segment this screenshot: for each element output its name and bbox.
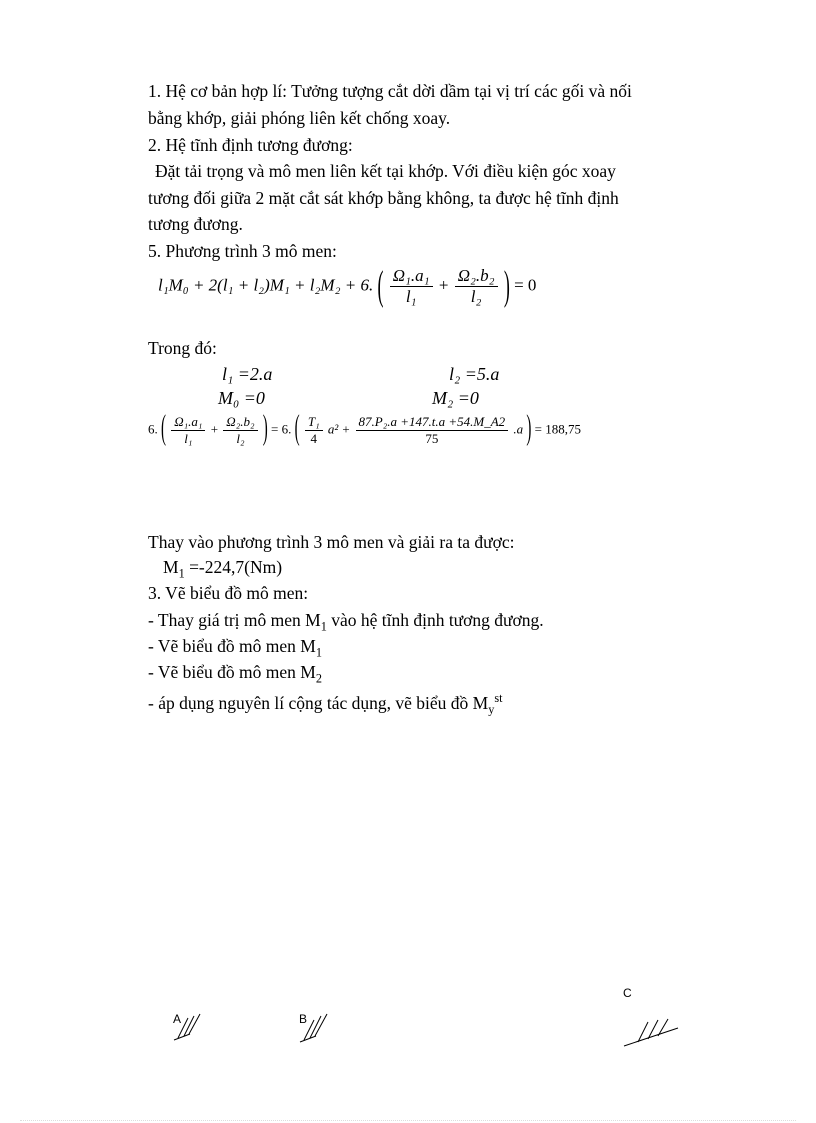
fraction-numerator: Ω₁.a₁ [171, 414, 205, 431]
section-heading: 3. Vẽ biểu đồ mô men: [148, 583, 309, 603]
fraction [171, 414, 205, 447]
paren-close: ) [526, 410, 532, 448]
fraction [305, 414, 323, 447]
fraction-numerator: Ω₂.b₂ [223, 414, 257, 431]
fraction-denominator: l₁ [405, 287, 417, 306]
support-label-c: C [623, 986, 632, 1000]
text-line: Đặt tải trọng và mô men liên kết tại khớp. Với điều kiện góc xoay [155, 161, 616, 181]
fraction-denominator: 4 [310, 431, 317, 446]
paren-open: ( [294, 410, 300, 448]
result-m1: $M_1 =-224,7(Nm)$ [163, 557, 283, 581]
fraction [223, 414, 257, 447]
value-l1: l₁ =2.a [222, 364, 273, 384]
equation-lhs: l₁M₀ + 2(l₁ + l₂)M₁ + l₂M₂ + 6. [158, 275, 374, 295]
support-label-a: A [173, 1012, 182, 1026]
equation-rhs: = 0 [514, 275, 537, 295]
three-moment-equation [158, 262, 537, 309]
equation-prefix: 6. [148, 421, 158, 437]
list-item: - Vẽ biểu đồ mô men $M_1$ [148, 636, 322, 660]
fixed-support-c-icon [620, 1018, 684, 1050]
plus-sign: + [438, 275, 449, 295]
hinge-support-a-icon [168, 1010, 208, 1046]
text-line: 1. Hệ cơ bản hợp lí: Tưởng tượng cắt dời dầm tại vị trí các gối và nối [148, 81, 632, 101]
text-line: tương đương. [148, 214, 243, 234]
paren-close: ) [262, 410, 268, 448]
fraction [356, 414, 509, 447]
fraction [390, 266, 433, 307]
times-a: .a [513, 421, 524, 437]
plus-sign: + [210, 421, 219, 437]
fraction-numerator: T₁ [305, 414, 323, 431]
list-item: - Thay giá trị mô men $M_1$ vào hệ tĩnh định tương đương. [148, 610, 544, 634]
fraction [455, 266, 498, 307]
fraction-denominator: l₂ [236, 431, 245, 446]
fraction-numerator: Ω₁.a₁ [390, 266, 433, 287]
a-squared-term: a² + [327, 421, 351, 437]
paren-open: ( [161, 410, 166, 448]
page-divider [20, 1120, 796, 1121]
fraction-denominator: l₂ [470, 287, 482, 306]
fraction-numerator: 87.P₂.a +147.t.a +54.M_A2 [356, 414, 509, 431]
fraction-numerator: Ω₂.b₂ [455, 266, 498, 287]
fraction-denominator: 75 [425, 431, 439, 446]
section-heading: 5. Phương trình 3 mô men: [148, 241, 337, 261]
substituted-equation [148, 410, 581, 448]
value-m2: M₂ =0 [432, 388, 479, 408]
section-heading: 2. Hệ tĩnh định tương đương: [148, 135, 353, 155]
fraction-denominator: l₁ [184, 431, 193, 446]
value-l2: l₂ =5.a [449, 364, 500, 384]
value-m0: M₀ =0 [218, 388, 265, 408]
equation-mid: = 6. [271, 421, 292, 437]
paren-open: ( [377, 262, 384, 309]
text-line: Thay vào phương trình 3 mô men và giải ra ta được: [148, 532, 515, 552]
text-line: bằng khớp, giải phóng liên kết chống xoay. [148, 108, 451, 128]
text-line: tương đối giữa 2 mặt cắt sát khớp bằng không, ta được hệ tĩnh định [148, 188, 619, 208]
hinge-support-b-icon [294, 1010, 334, 1046]
paren-close: ) [503, 262, 510, 309]
equation-result: = 188,75 [534, 421, 581, 437]
list-item: - Vẽ biểu đồ mô men $M_2$ [148, 662, 322, 686]
list-item: - áp dụng nguyên lí cộng tác dụng, vẽ biểu đồ $M_yst$ [148, 691, 503, 717]
text-line: Trong đó: [148, 338, 217, 358]
support-label-b: B [299, 1012, 308, 1026]
